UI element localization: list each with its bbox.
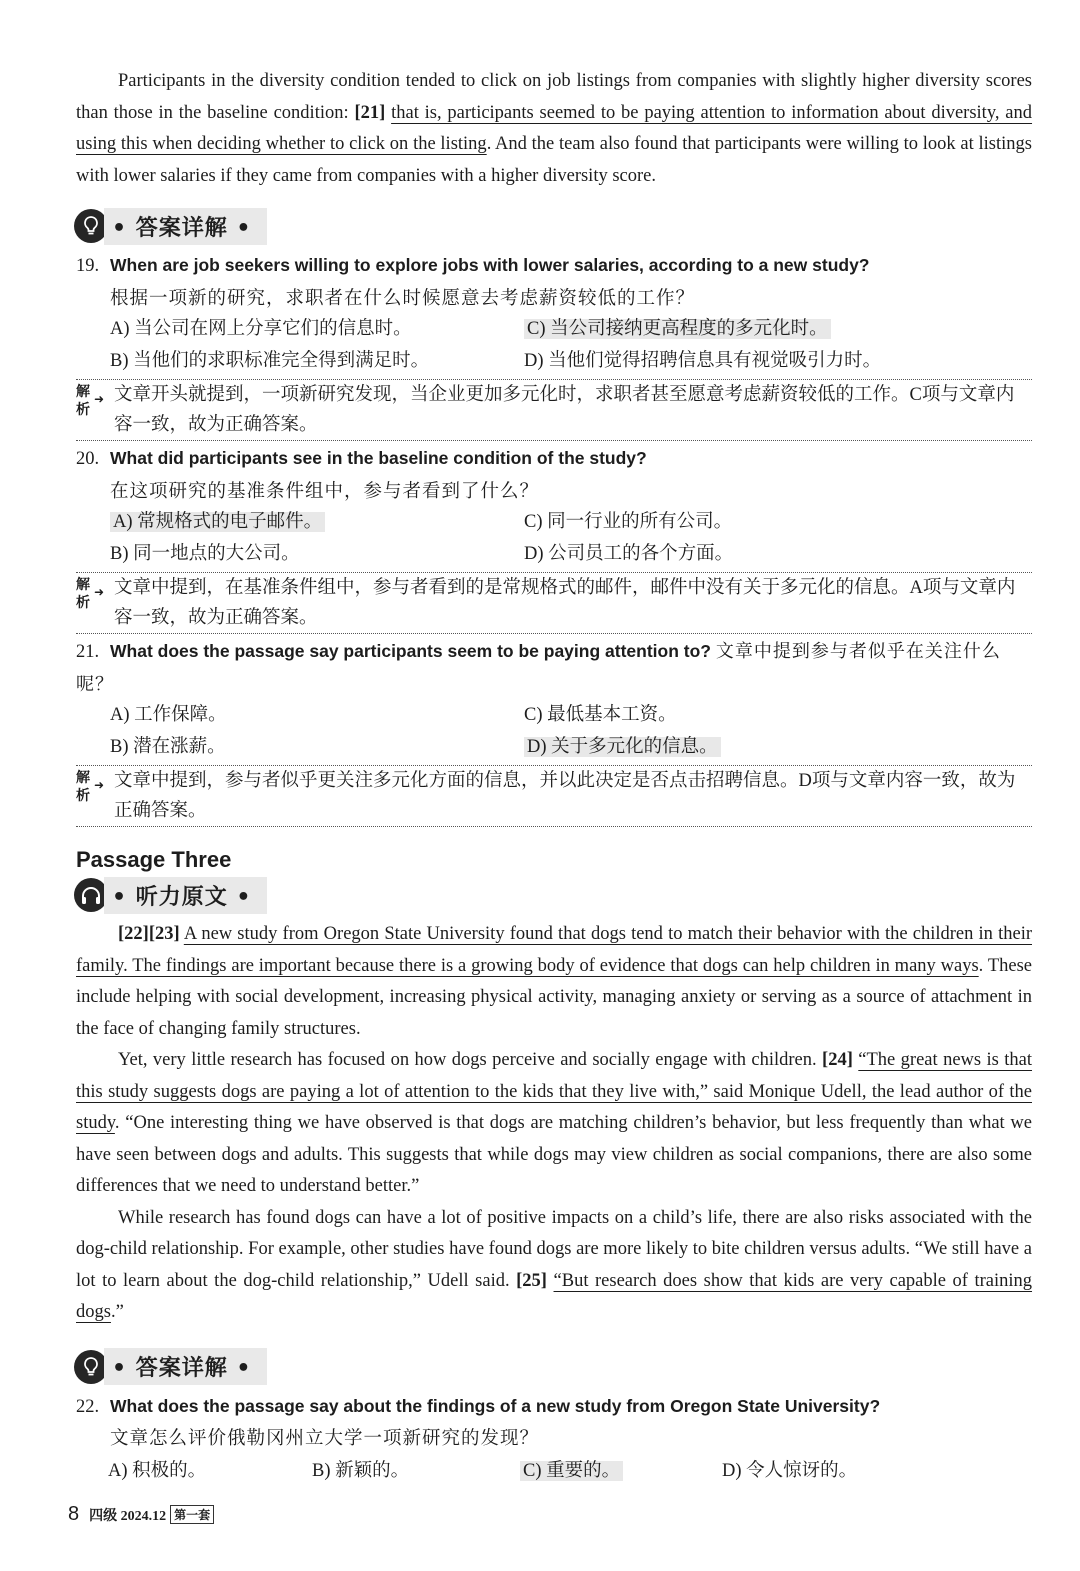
underlined-key-sentence: “The great news is that this study suggests dogs are paying a lot of attention to the kids that they live with,” said Monique Udell, the lead author of the study — [76, 1050, 1033, 1133]
page-footer — [68, 1503, 214, 1526]
correct-option-a: A) 常规格式的电子邮件。 — [110, 512, 325, 532]
option-a: A) 当公司在网上分享它们的信息时。 — [110, 319, 412, 339]
option-d: D) 公司员工的各个方面。 — [524, 543, 734, 564]
arrow-icon: ➜ — [94, 585, 105, 599]
answer-tag: [22][23] — [118, 924, 180, 944]
question-22: 22. What does the passage say about the findings of a new study from Oregon State University? 文章怎么评价俄勒冈州立大学一项新研究的发现？ A) 积极的。 B) 新颖的。 C) 重要的。 D) 令人惊讶的。 — [76, 1391, 1032, 1487]
listening-script-header: • 听力原文 • — [74, 875, 1032, 915]
passage-paragraph-1: [22][23] A new study from Oregon State University found that dogs tend to match their behavior with the children in their family. The findings are important because there is a growing body of evidence that dogs can help children in many ways. These include helping with social development, increasing physical activity, managing anxiety or serving as a source of attachment in the face of changing family structures. — [76, 924, 1032, 1039]
question-19: 19. When are job seekers willing to explore jobs with lower salaries, according to a new study? 根据一项新的研究，求职者在什么时候愿意去考虑薪资较低的工作？ A) 当公司在网上分享它们的信息时。 C) 当公司接纳更高程度的多元化时。 B) 当他们的求职标准完全得到满足时。 D) 当他们觉得招聘信息具有视觉吸引力时。 — [76, 250, 1032, 377]
answer-explanation-header: • 答案详解 • — [74, 206, 1032, 246]
question-21: 21. What does the passage say participants seem to be paying attention to? 文章中提到参与者似乎在关注什么呢？ A) 工作保障。 C) 最低基本工资。 B) 潜在涨薪。 D) 关于多元化的信息。 — [76, 636, 1032, 763]
page-number: 8 — [68, 1503, 80, 1525]
lightbulb-icon — [74, 209, 108, 243]
option-b: B) 潜在涨薪。 — [110, 736, 226, 757]
option-d: D) 当他们觉得招聘信息具有视觉吸引力时。 — [524, 350, 882, 371]
option-c: C) 同一行业的所有公司。 — [524, 512, 733, 532]
arrow-icon: ➜ — [94, 778, 105, 792]
series-label: 四级 2024.12 — [89, 1508, 167, 1524]
question-20: 20. What did participants see in the baseline condition of the study? 在这项研究的基准条件组中，参与者看到了什么？ A) 常规格式的电子邮件。 C) 同一行业的所有公司。 B) 同一地点的大公司。 D) 公司员工的各个方面。 — [76, 443, 1032, 570]
passage-title: Passage Three — [76, 847, 232, 872]
answer-tag: [21] — [354, 102, 386, 123]
option-a: A) 积极的。 — [108, 1460, 207, 1481]
headphones-icon — [74, 878, 108, 912]
answer-tag: [25] — [516, 1270, 547, 1291]
underlined-key-sentence: A new study from Oregon State University found that dogs tend to match their behavior with the children in their family. The findings are important because there is a growing body of evidence that dogs can help children in many ways — [76, 924, 1032, 976]
option-a: A) 工作保障。 — [110, 705, 227, 725]
underlined-key-sentence: “But research does show that kids are very capable of training dogs — [76, 1270, 1033, 1322]
option-b: B) 同一地点的大公司。 — [110, 543, 300, 564]
passage-paragraph-3: While research has found dogs can have a lot of positive impacts on a child’s life, there are also risks associated with the dog-child relationship. For example, other studies have found dogs are more likely to bite children versus adults. “We still have a lot to learn about the dog-child relationship,” Udell said. [25] “But research does show that kids are very capable of training dogs.” — [76, 1207, 1033, 1322]
analysis-20: 解析 ➜ 文章中提到，在基准条件组中，参与者看到的是常规格式的邮件，邮件中没有关于多元化的信息。A项与文章内容一致，故为正确答案。 — [76, 572, 1032, 634]
analysis-19: 解析 ➜ 文章开头就提到，一项新研究发现，当企业更加多元化时，求职者甚至愿意考虑薪资较低的工作。C项与文章内容一致，故为正确答案。 — [76, 379, 1032, 441]
option-c: C) 最低基本工资。 — [524, 705, 677, 725]
analysis-21: 解析 ➜ 文章中提到，参与者似乎更关注多元化方面的信息，并以此决定是否点击招聘信息。D项与文章内容一致，故为正确答案。 — [76, 765, 1032, 827]
arrow-icon: ➜ — [94, 392, 105, 406]
option-b: B) 新颖的。 — [312, 1460, 410, 1481]
answer-explanation-header: • 答案详解 • — [74, 1347, 1032, 1387]
correct-option-c: C) 当公司接纳更高程度的多元化时。 — [524, 319, 831, 339]
correct-option-d: D) 关于多元化的信息。 — [524, 737, 721, 757]
option-d: D) 令人惊讶的。 — [722, 1460, 858, 1481]
intro-paragraph: Participants in the diversity condition tended to click on job listings from companies with slightly higher diversity scores than those in the baseline condition: [21] that is, participants seemed to be paying attention to information about diversity, and using this when deciding whether to click on the listing. And the team also found that participants were willing to look at listings with lower salaries if they came from companies with a higher diversity score. — [76, 71, 1033, 186]
passage-paragraph-2: Yet, very little research has focused on how dogs perceive and socially engage with children. [24] “The great news is that this study suggests dogs are paying a lot of attention to the kids that they live with,” said Monique Udell, the lead author of the study. “One interesting thing we have observed is that dogs are matching children’s behavior, but less frequently than what we have seen between dogs and adults. This suggests that while dogs may view children as social companions, there are also some differences that we need to understand better.” — [76, 1050, 1033, 1196]
option-b: B) 当他们的求职标准完全得到满足时。 — [110, 350, 430, 371]
underlined-key-sentence: that is, participants seemed to be paying attention to information about diversity, and using this when deciding whether to click on the listing — [76, 102, 1033, 154]
correct-option-c: C) 重要的。 — [520, 1461, 623, 1481]
lightbulb-icon — [74, 1350, 108, 1384]
answer-tag: [24] — [822, 1050, 853, 1070]
set-badge: 第一套 — [170, 1505, 214, 1524]
